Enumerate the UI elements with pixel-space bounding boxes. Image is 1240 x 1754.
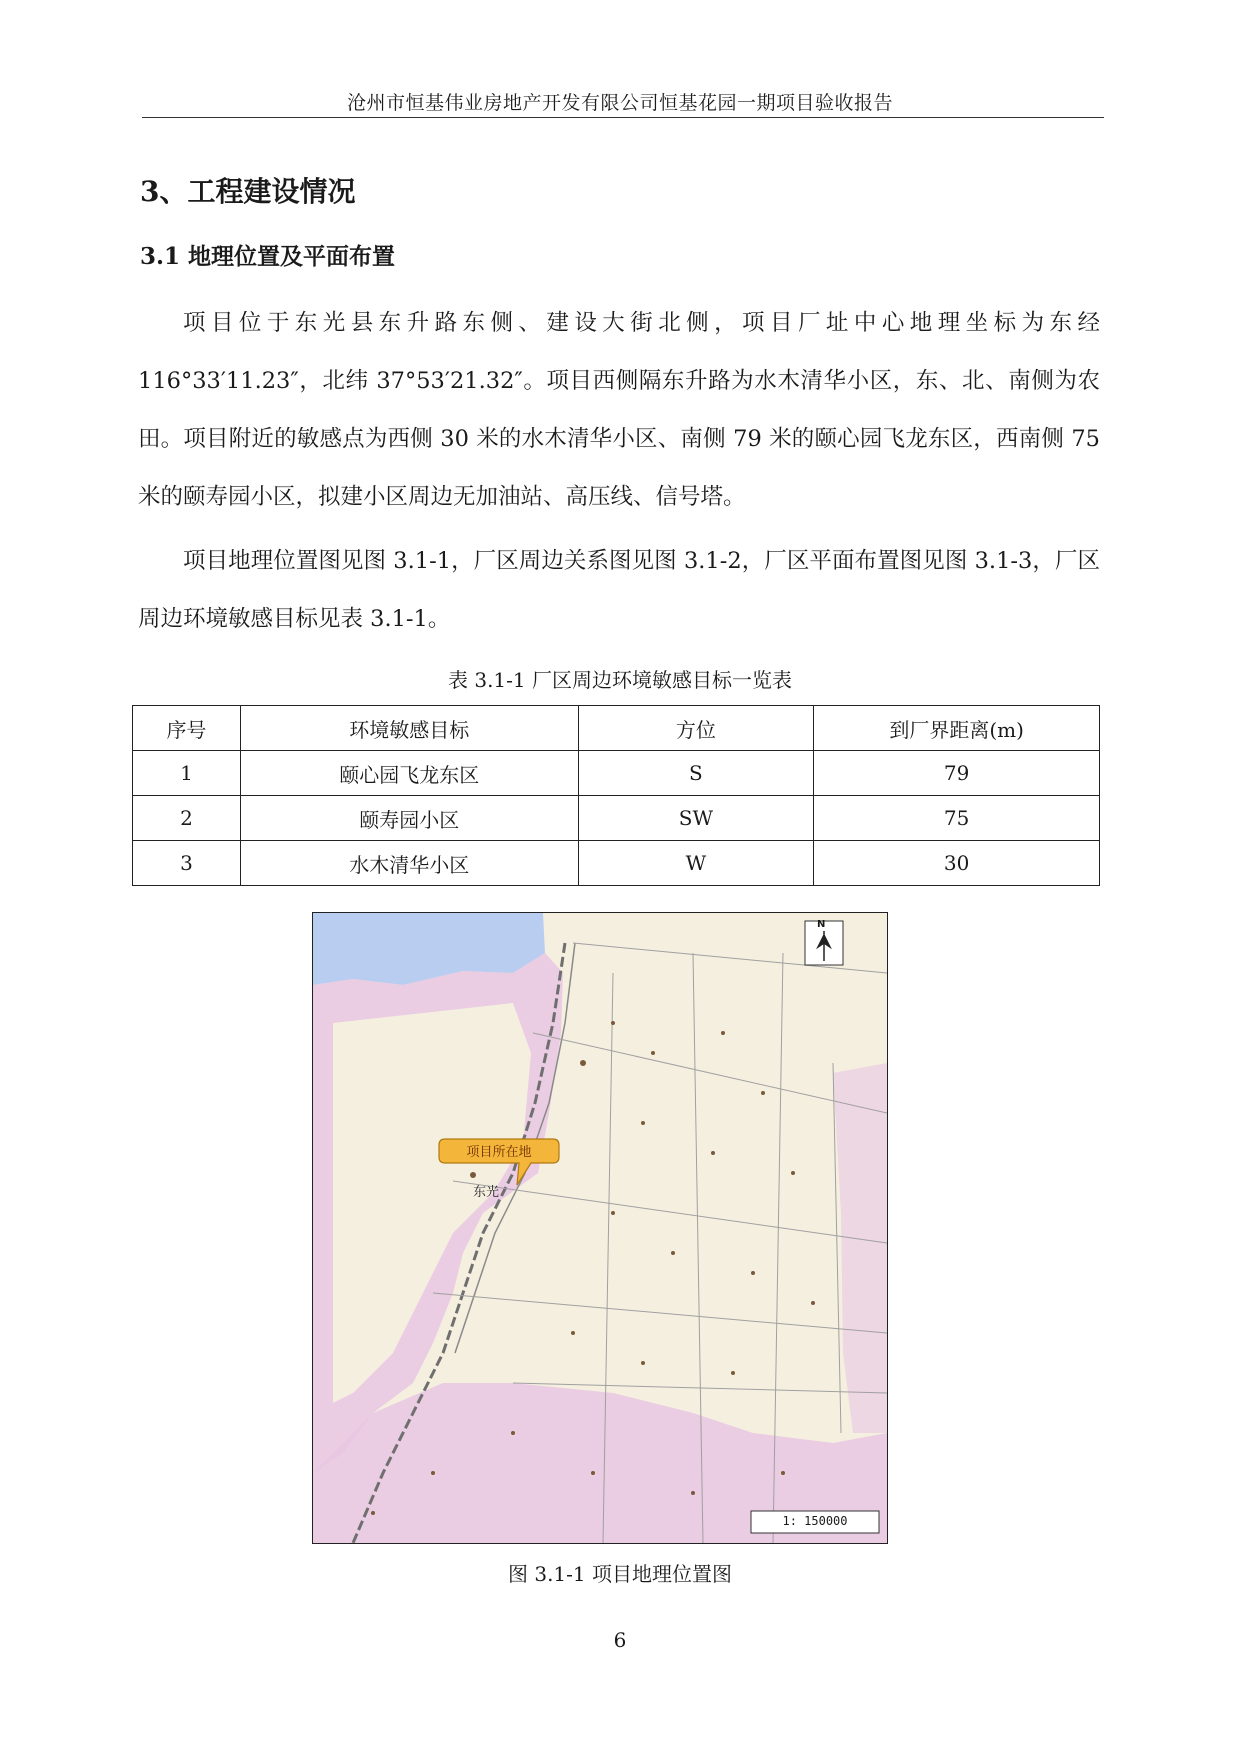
- header-cell: 到厂界距离(m): [814, 706, 1100, 751]
- subsection-heading: 3.1 地理位置及平面布置: [140, 243, 396, 270]
- table-cell: 75: [814, 796, 1100, 841]
- table-cell: W: [578, 841, 814, 886]
- header-cell: 方位: [578, 706, 814, 751]
- header-rule: [142, 117, 1104, 118]
- table-cell: SW: [578, 796, 814, 841]
- table-row: [133, 751, 1100, 796]
- paragraph-figures: 项目地理位置图见图 3.1-1，厂区周边关系图见图 3.1-2，厂区平面布置图见图 3.1-3，厂区周边环境敏感目标见表 3.1-1。: [138, 548, 1100, 632]
- table-cell: 水木清华小区: [240, 841, 578, 886]
- location-map: [312, 912, 888, 1544]
- table-cell: S: [578, 751, 814, 796]
- header-cell: 环境敏感目标: [240, 706, 578, 751]
- header-cell: 序号: [133, 706, 241, 751]
- map-callout-label: 项目所在地: [466, 1145, 532, 1160]
- table-cell: 1: [133, 751, 241, 796]
- table-cell: 79: [814, 751, 1100, 796]
- table-cell: 颐心园飞龙东区: [240, 751, 578, 796]
- sensitive-targets-table: [132, 705, 1100, 886]
- table-header-row: [133, 706, 1100, 751]
- table-cell: 颐寿园小区: [240, 796, 578, 841]
- section-heading: 3、工程建设情况: [140, 175, 356, 208]
- table-cell: 2: [133, 796, 241, 841]
- map-town-label: 东光: [473, 1185, 500, 1200]
- figure-caption: 图 3.1-1 项目地理位置图: [507, 1562, 732, 1586]
- paragraph-location: 项目位于东光县东升路东侧、建设大街北侧，项目厂址中心地理坐标为东经116°33′11.23″，北纬 37°53′21.32″。项目西侧隔东升路为水木清华小区，东、北、南侧为农田。项目附近的敏感点为西侧 30 米的水木清华小区、南侧 79 米的颐心园飞龙东区，西南侧 75 米的颐寿园小区，拟建小区周边无加油站、高压线、信号塔。: [138, 310, 1100, 510]
- table-row: [133, 796, 1100, 841]
- running-header: 沧州市恒基伟业房地产开发有限公司恒基花园一期项目验收报告: [346, 92, 893, 114]
- map-scale-label: 1: 150000: [782, 1514, 848, 1528]
- table-cell: 30: [814, 841, 1100, 886]
- page-number: 6: [613, 1628, 627, 1652]
- north-label: N: [817, 919, 826, 930]
- table-row: [133, 841, 1100, 886]
- table-caption: 表 3.1-1 厂区周边环境敏感目标一览表: [447, 668, 792, 692]
- table-cell: 3: [133, 841, 241, 886]
- map-graphic: [313, 913, 887, 1543]
